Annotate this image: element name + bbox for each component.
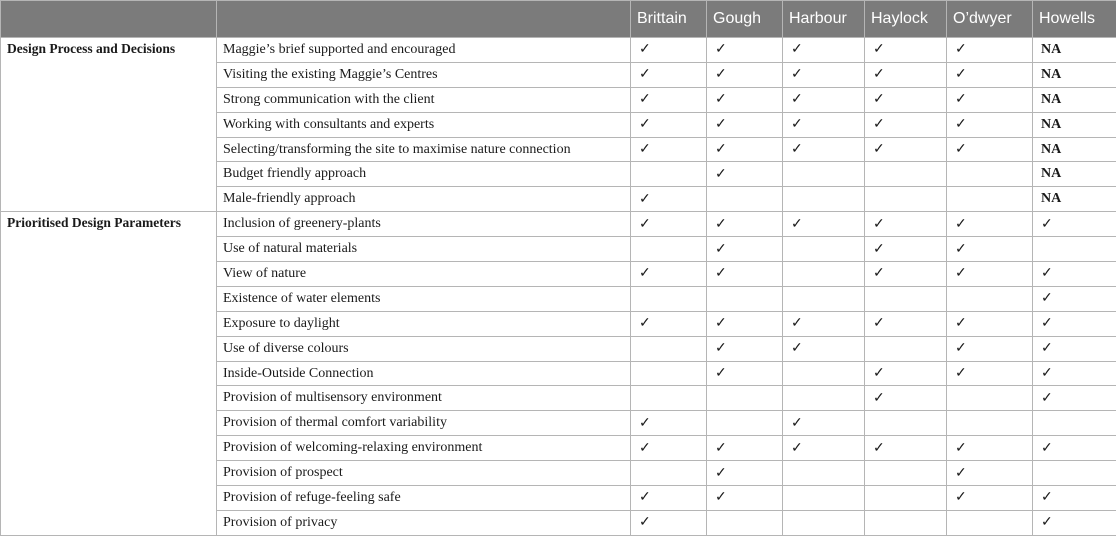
empty-cell — [865, 510, 947, 535]
criterion-label: Inclusion of greenery-plants — [217, 212, 631, 237]
check-mark-cell: ✓ — [865, 137, 947, 162]
check-mark-cell: ✓ — [947, 461, 1033, 486]
empty-cell — [947, 510, 1033, 535]
empty-cell — [783, 386, 865, 411]
check-mark-cell: ✓ — [631, 411, 707, 436]
empty-cell — [865, 336, 947, 361]
empty-cell — [1033, 411, 1116, 436]
check-mark-cell: ✓ — [947, 336, 1033, 361]
empty-cell — [631, 361, 707, 386]
check-mark-cell: ✓ — [783, 411, 865, 436]
criterion-label: Selecting/transforming the site to maximise nature connection — [217, 137, 631, 162]
empty-cell — [947, 162, 1033, 187]
check-mark-cell: ✓ — [707, 112, 783, 137]
empty-cell — [631, 286, 707, 311]
empty-cell — [1033, 237, 1116, 262]
empty-cell — [783, 162, 865, 187]
check-mark-cell: ✓ — [865, 62, 947, 87]
empty-cell — [865, 187, 947, 212]
empty-cell — [947, 411, 1033, 436]
header-cell — [1, 1, 217, 38]
na-cell: NA — [1033, 137, 1116, 162]
check-mark-cell: ✓ — [631, 212, 707, 237]
criterion-label: Male-friendly approach — [217, 187, 631, 212]
empty-cell — [631, 461, 707, 486]
check-mark-cell: ✓ — [865, 112, 947, 137]
check-mark-cell: ✓ — [1033, 286, 1116, 311]
check-mark-cell: ✓ — [947, 262, 1033, 287]
check-mark-cell: ✓ — [631, 112, 707, 137]
header-cell-howells: Howells — [1033, 1, 1116, 38]
check-mark-cell: ✓ — [707, 311, 783, 336]
check-mark-cell: ✓ — [783, 62, 865, 87]
empty-cell — [947, 386, 1033, 411]
check-mark-cell: ✓ — [1033, 262, 1116, 287]
check-mark-cell: ✓ — [1033, 510, 1116, 535]
header-cell-gough: Gough — [707, 1, 783, 38]
check-mark-cell: ✓ — [783, 137, 865, 162]
criterion-label: Use of diverse colours — [217, 336, 631, 361]
empty-cell — [865, 486, 947, 511]
criterion-label: Exposure to daylight — [217, 311, 631, 336]
empty-cell — [865, 411, 947, 436]
check-mark-cell: ✓ — [1033, 386, 1116, 411]
check-mark-cell: ✓ — [865, 361, 947, 386]
empty-cell — [783, 237, 865, 262]
check-mark-cell: ✓ — [783, 212, 865, 237]
table-row — [1, 38, 1116, 63]
check-mark-cell: ✓ — [783, 112, 865, 137]
check-mark-cell: ✓ — [707, 336, 783, 361]
check-mark-cell: ✓ — [947, 62, 1033, 87]
check-mark-cell: ✓ — [631, 486, 707, 511]
empty-cell — [947, 286, 1033, 311]
check-mark-cell: ✓ — [1033, 212, 1116, 237]
empty-cell — [783, 461, 865, 486]
check-mark-cell: ✓ — [947, 237, 1033, 262]
check-mark-cell: ✓ — [1033, 436, 1116, 461]
criterion-label: View of nature — [217, 262, 631, 287]
table-row — [1, 212, 1116, 237]
criterion-label: Inside-Outside Connection — [217, 361, 631, 386]
empty-cell — [783, 187, 865, 212]
check-mark-cell: ✓ — [631, 38, 707, 63]
empty-cell — [707, 510, 783, 535]
criterion-label: Provision of thermal comfort variability — [217, 411, 631, 436]
check-mark-cell: ✓ — [707, 461, 783, 486]
check-mark-cell: ✓ — [707, 62, 783, 87]
check-mark-cell: ✓ — [865, 436, 947, 461]
empty-cell — [947, 187, 1033, 212]
check-mark-cell: ✓ — [947, 486, 1033, 511]
check-mark-cell: ✓ — [865, 386, 947, 411]
check-mark-cell: ✓ — [783, 87, 865, 112]
criterion-label: Visiting the existing Maggie’s Centres — [217, 62, 631, 87]
empty-cell — [707, 187, 783, 212]
check-mark-cell: ✓ — [1033, 311, 1116, 336]
check-mark-cell: ✓ — [631, 87, 707, 112]
criterion-label: Working with consultants and experts — [217, 112, 631, 137]
na-cell: NA — [1033, 112, 1116, 137]
group-label: Prioritised Design Parameters — [1, 212, 217, 536]
check-mark-cell: ✓ — [631, 510, 707, 535]
empty-cell — [783, 510, 865, 535]
check-mark-cell: ✓ — [783, 311, 865, 336]
empty-cell — [865, 461, 947, 486]
empty-cell — [783, 262, 865, 287]
na-cell: NA — [1033, 62, 1116, 87]
empty-cell — [783, 361, 865, 386]
criterion-label: Provision of welcoming-relaxing environment — [217, 436, 631, 461]
na-cell: NA — [1033, 162, 1116, 187]
check-mark-cell: ✓ — [707, 87, 783, 112]
check-mark-cell: ✓ — [631, 311, 707, 336]
check-mark-cell: ✓ — [947, 212, 1033, 237]
check-mark-cell: ✓ — [1033, 336, 1116, 361]
check-mark-cell: ✓ — [707, 361, 783, 386]
check-mark-cell: ✓ — [865, 87, 947, 112]
header-row — [1, 1, 1116, 38]
check-mark-cell: ✓ — [631, 137, 707, 162]
header-cell-haylock: Haylock — [865, 1, 947, 38]
check-mark-cell: ✓ — [947, 112, 1033, 137]
header-cell-harbour: Harbour — [783, 1, 865, 38]
empty-cell — [707, 411, 783, 436]
criterion-label: Provision of multisensory environment — [217, 386, 631, 411]
check-mark-cell: ✓ — [865, 311, 947, 336]
table-body — [1, 38, 1116, 536]
criterion-label: Maggie’s brief supported and encouraged — [217, 38, 631, 63]
header-cell-brittain: Brittain — [631, 1, 707, 38]
empty-cell — [865, 286, 947, 311]
check-mark-cell: ✓ — [947, 436, 1033, 461]
criterion-label: Existence of water elements — [217, 286, 631, 311]
check-mark-cell: ✓ — [947, 87, 1033, 112]
check-mark-cell: ✓ — [707, 436, 783, 461]
check-mark-cell: ✓ — [1033, 361, 1116, 386]
check-mark-cell: ✓ — [707, 262, 783, 287]
check-mark-cell: ✓ — [947, 311, 1033, 336]
empty-cell — [631, 162, 707, 187]
check-mark-cell: ✓ — [631, 187, 707, 212]
check-mark-cell: ✓ — [865, 212, 947, 237]
check-mark-cell: ✓ — [865, 38, 947, 63]
check-mark-cell: ✓ — [947, 137, 1033, 162]
empty-cell — [707, 386, 783, 411]
header-cell — [217, 1, 631, 38]
check-mark-cell: ✓ — [783, 38, 865, 63]
empty-cell — [783, 286, 865, 311]
header-cell-odwyer: O’dwyer — [947, 1, 1033, 38]
criterion-label: Provision of privacy — [217, 510, 631, 535]
criterion-label: Use of natural materials — [217, 237, 631, 262]
empty-cell — [1033, 461, 1116, 486]
check-mark-cell: ✓ — [865, 262, 947, 287]
criterion-label: Budget friendly approach — [217, 162, 631, 187]
group-label: Design Process and Decisions — [1, 38, 217, 212]
check-mark-cell: ✓ — [707, 237, 783, 262]
check-mark-cell: ✓ — [1033, 486, 1116, 511]
empty-cell — [865, 162, 947, 187]
na-cell: NA — [1033, 87, 1116, 112]
check-mark-cell: ✓ — [707, 212, 783, 237]
check-mark-cell: ✓ — [631, 62, 707, 87]
na-cell: NA — [1033, 38, 1116, 63]
empty-cell — [631, 237, 707, 262]
empty-cell — [707, 286, 783, 311]
check-mark-cell: ✓ — [947, 38, 1033, 63]
check-mark-cell: ✓ — [707, 137, 783, 162]
check-mark-cell: ✓ — [707, 38, 783, 63]
check-mark-cell: ✓ — [707, 486, 783, 511]
na-cell: NA — [1033, 187, 1116, 212]
criterion-label: Provision of refuge-feeling safe — [217, 486, 631, 511]
check-mark-cell: ✓ — [865, 237, 947, 262]
empty-cell — [783, 486, 865, 511]
check-mark-cell: ✓ — [783, 336, 865, 361]
check-mark-cell: ✓ — [631, 262, 707, 287]
check-mark-cell: ✓ — [783, 436, 865, 461]
empty-cell — [631, 386, 707, 411]
criterion-label: Provision of prospect — [217, 461, 631, 486]
criterion-label: Strong communication with the client — [217, 87, 631, 112]
check-mark-cell: ✓ — [631, 436, 707, 461]
check-mark-cell: ✓ — [707, 162, 783, 187]
check-mark-cell: ✓ — [947, 361, 1033, 386]
empty-cell — [631, 336, 707, 361]
